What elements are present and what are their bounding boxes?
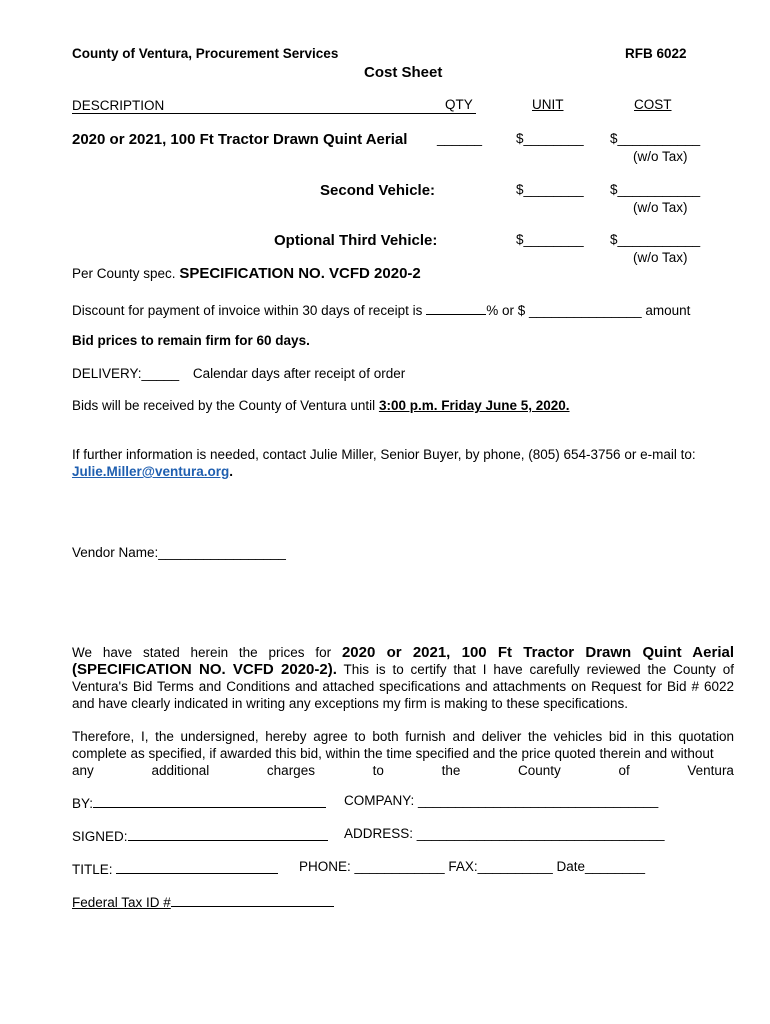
column-header-qty: QTY: [445, 97, 473, 112]
agreement-word: to: [372, 763, 384, 778]
item-3-unit-field[interactable]: $________: [516, 232, 584, 247]
signed-row: [72, 826, 328, 844]
page-title: Cost Sheet: [364, 64, 443, 81]
agreement-last-line: [72, 762, 734, 779]
org-name: County of Ventura, Procurement Services: [72, 46, 339, 61]
spec-number: SPECIFICATION NO. VCFD 2020-2: [179, 265, 421, 282]
by-field[interactable]: [93, 793, 326, 808]
certification-paragraph: [72, 644, 734, 712]
item-2-cost-field[interactable]: $___________: [610, 182, 701, 197]
item-3-label: Optional Third Vehicle:: [274, 232, 438, 249]
item-2-label: Second Vehicle:: [320, 182, 436, 199]
delivery-field[interactable]: DELIVERY:_____: [72, 366, 180, 381]
by-row: [72, 793, 326, 811]
tax-id-label: Federal Tax ID #: [72, 895, 171, 910]
item-1-unit-field[interactable]: $________: [516, 131, 584, 146]
contact-email-period: .: [229, 464, 233, 479]
item-2-tax-note: (w/o Tax): [633, 200, 688, 215]
item-1-label: 2020 or 2021, 100 Ft Tractor Drawn Quint Aerial: [72, 131, 408, 148]
spec-line: [72, 265, 421, 282]
company-field[interactable]: COMPANY: ________________________________: [344, 793, 659, 808]
bids-received-line: [72, 398, 570, 413]
price-firm-notice: Bid prices to remain firm for 60 days.: [72, 333, 310, 348]
agreement-body: Therefore, I, the undersigned, hereby agree to both furnish and deliver the vehicles bid in this quotation complete as specified, if awarded this bid, within the time specified and the price quoted therein and without: [72, 729, 734, 761]
item-1-cost-field[interactable]: $___________: [610, 131, 701, 146]
signed-field[interactable]: [128, 826, 328, 841]
tax-id-row: [72, 892, 334, 910]
item-3-tax-note: (w/o Tax): [633, 250, 688, 265]
column-header-row: [72, 97, 476, 114]
item-1-qty-field[interactable]: ______: [437, 131, 483, 146]
item-3-cost-field[interactable]: $___________: [610, 232, 701, 247]
column-header-unit: UNIT: [532, 97, 564, 112]
agreement-word: Ventura: [687, 763, 734, 778]
delivery-text: Calendar days after receipt of order: [192, 366, 406, 381]
tax-id-field[interactable]: [171, 892, 334, 907]
contact-email-link[interactable]: Julie.Miller@ventura.org: [72, 464, 230, 479]
agreement-word: additional: [151, 763, 210, 778]
address-field[interactable]: ADDRESS: _________________________________: [344, 826, 665, 841]
discount-percent-field[interactable]: [426, 300, 486, 315]
rfb-number: RFB 6022: [625, 46, 687, 61]
discount-prefix: Discount for payment of invoice within 30 days of receipt is: [72, 303, 423, 318]
signed-label: SIGNED:: [72, 829, 128, 844]
certification-item: 2020 or 2021, 100 Ft Tractor Drawn Quint Aerial (SPECIFICATION NO. VCFD 2020-2).: [72, 644, 734, 678]
by-label: BY:: [72, 796, 94, 811]
certification-body: This is to certify that I have carefully reviewed the County of Ventura's Bid Terms and Conditions and attached specifications and attachments on Request for Bid # 6022 and have clearly indicated in writing any exceptions my firm is making to these specifications.: [72, 662, 734, 711]
vendor-name-field[interactable]: Vendor Name:_________________: [72, 545, 286, 560]
discount-line: [72, 300, 690, 318]
item-2-unit-field[interactable]: $________: [516, 182, 584, 197]
agreement-word: County: [518, 763, 561, 778]
delivery-line: [72, 366, 405, 381]
discount-suffix: % or $ _______________ amount: [486, 303, 691, 318]
bid-deadline: 3:00 p.m. Friday June 5, 2020.: [378, 398, 570, 413]
spec-prefix: Per County spec.: [72, 266, 176, 281]
contact-text: If further information is needed, contact Julie Miller, Senior Buyer, by phone, (805) 654-3756 or e-mail to:: [72, 447, 696, 462]
agreement-word: charges: [266, 763, 315, 778]
agreement-word: of: [618, 763, 630, 778]
title-label: TITLE:: [72, 862, 113, 877]
agreement-word: the: [441, 763, 461, 778]
certification-intro: We have stated herein the prices for: [72, 645, 332, 660]
agreement-word: any: [72, 763, 94, 778]
item-1-tax-note: (w/o Tax): [633, 149, 688, 164]
phone-fax-date-fields[interactable]: PHONE: ____________ FAX:__________ Date________: [299, 859, 646, 874]
column-header-description: DESCRIPTION: [72, 98, 165, 113]
contact-email-line: [72, 464, 233, 479]
title-row: [72, 859, 278, 877]
column-header-cost: COST: [634, 97, 672, 112]
agreement-paragraph: [72, 728, 734, 779]
bids-received-prefix: Bids will be received by the County of Ventura until: [72, 398, 376, 413]
title-field[interactable]: [116, 859, 278, 874]
